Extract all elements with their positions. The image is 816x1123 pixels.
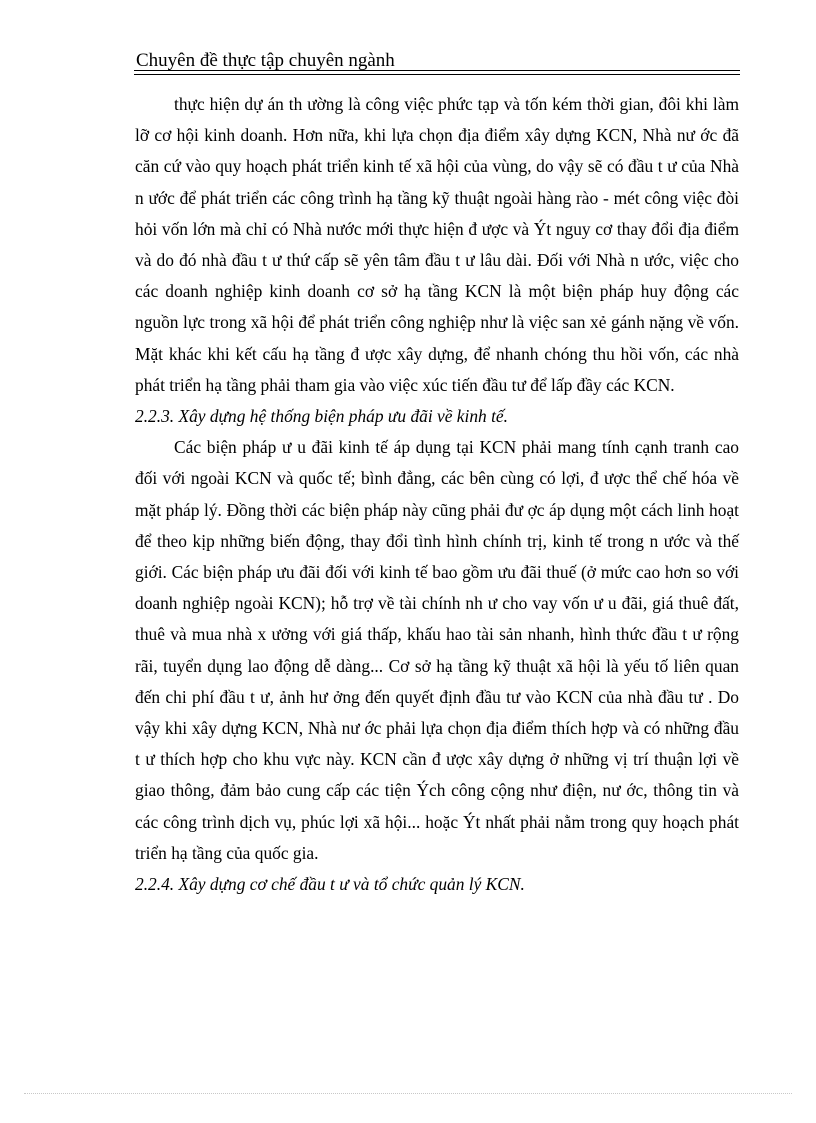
page-header-title: Chuyên đề thực tập chuyên ngành: [136, 50, 395, 71]
section-heading: 2.2.4. Xây dựng cơ chế đầu t ư và tổ chức quản lý KCN.: [135, 874, 525, 895]
header-rule-thin: [134, 70, 740, 71]
document-body: [135, 89, 739, 900]
body-paragraph: thực hiện dự án th ường là công việc phức tạp và tốn kém thời gian, đôi khi làm lỡ cơ hội kinh doanh. Hơn nữa, khi lựa chọn địa điểm xây dựng KCN, Nhà nư ớc đã căn cứ vào quy hoạch phát triển kinh tế xã hội của vùng, do vậy sẽ có đầu t ư của Nhà n ước để phát triển các công trình hạ tầng kỹ thuật ngoài hàng rào - mét công việc đòi hỏi vốn lớn mà chỉ có Nhà nước mới thực hiện đ ược và Ýt nguy cơ thay đổi địa điểm và do đó nhà đầu t ư thứ cấp sẽ yên tâm đầu t ư lâu dài. Đối với Nhà n ước, việc cho các doanh nghiệp kinh doanh cơ sở hạ tầng KCN là một biện pháp huy động các nguồn lực trong xã hội để phát triển công nghiệp như là việc san xẻ gánh nặng về vốn. Mặt khác khi kết cấu hạ tầng đ ược xây dựng, để nhanh chóng thu hồi vốn, các nhà phát triển hạ tầng phải tham gia vào việc xúc tiến đầu tư để lấp đầy các KCN.: [135, 94, 739, 395]
page-bottom-border: [24, 1093, 792, 1094]
header-rule-thick: [134, 74, 740, 75]
body-paragraph: Các biện pháp ư u đãi kinh tế áp dụng tại KCN phải mang tính cạnh tranh cao đối với ngoài KCN và quốc tế; bình đẳng, các bên cùng có lợi, đ ược thể chế hóa về mặt pháp lý. Đồng thời các biện pháp này cũng phải đư ợc áp dụng một cách linh hoạt để theo kịp những biến động, thay đổi tình hình chính trị, kinh tế trong n ước và thế giới. Các biện pháp ưu đãi đối với kinh tế bao gồm ưu đãi thuế (ở mức cao hơn so với doanh nghiệp ngoài KCN); hỗ trợ về tài chính nh ư cho vay vốn ư u đãi, giá thuê đất, thuê và mua nhà x ưởng với giá thấp, khấu hao tài sản nhanh, hình thức đầu t ư rộng rãi, tuyển dụng lao động dễ dàng... Cơ sở hạ tầng kỹ thuật xã hội là yếu tố liên quan đến chi phí đầu t ư, ảnh hư ởng đến quyết định đầu tư vào KCN của nhà đầu tư . Do vậy khi xây dựng KCN, Nhà nư ớc phải lựa chọn địa điểm thích hợp và có những đầu t ư thích hợp cho khu vực này. KCN cần đ ược xây dựng ở những vị trí thuận lợi về giao thông, đảm bảo cung cấp các tiện Ých công cộng như điện, nư ớc, thông tin và các công trình dịch vụ, phúc lợi xã hội... hoặc Ýt nhất phải nằm trong quy hoạch phát triển hạ tầng của quốc gia.: [135, 437, 739, 863]
section-heading: 2.2.3. Xây dựng hệ thống biện pháp ưu đãi về kinh tế.: [135, 406, 508, 427]
